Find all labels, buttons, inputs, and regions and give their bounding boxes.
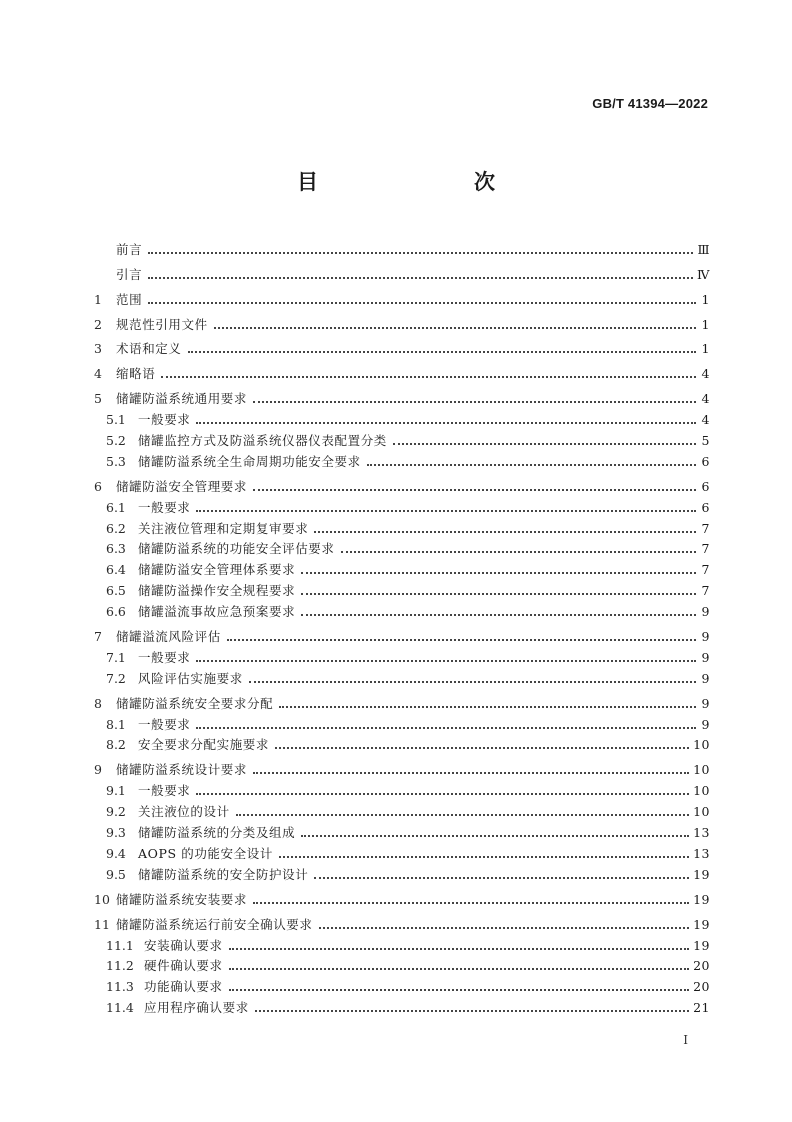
toc-entry-label: 一般要求 [138, 783, 191, 799]
toc-entry[interactable] [94, 883, 710, 908]
toc-entry-number: 5.3 [106, 453, 126, 469]
dot-leader [196, 421, 696, 424]
toc-entry-number: 9 [94, 762, 102, 778]
toc-entry-label: 储罐监控方式及防溢系统仪器仪表配置分类 [138, 433, 387, 449]
toc-entry-label: 安全要求分配实施要求 [138, 737, 270, 753]
toc-entry-label: 术语和定义 [116, 341, 182, 357]
toc-entry-number: 11.2 [106, 958, 134, 974]
toc-entry[interactable] [94, 862, 710, 883]
toc-entry-number: 7.2 [106, 670, 126, 686]
toc-entry[interactable] [94, 557, 710, 578]
toc-entry-label: 风险评估实施要求 [138, 670, 243, 686]
toc-entry-number: 5.2 [106, 433, 126, 449]
toc-entry-number: 11.3 [106, 979, 134, 995]
toc-entry-number: 8.2 [106, 737, 126, 753]
toc-entry[interactable] [94, 620, 710, 645]
toc-entry-page: 4 [701, 391, 710, 407]
toc-entry-label: AOPS 的功能安全设计 [138, 845, 273, 861]
toc-entry-label: 储罐溢流风险评估 [116, 629, 221, 645]
dot-leader [301, 613, 696, 616]
toc-entry-label: 关注液位管理和定期复审要求 [138, 520, 309, 536]
toc-entry[interactable] [94, 449, 710, 470]
dot-leader [229, 947, 689, 950]
toc-entry-number: 6.1 [106, 499, 126, 515]
toc-entry-label: 一般要求 [138, 499, 191, 515]
dot-leader [301, 571, 696, 574]
page-folio: I [683, 1033, 688, 1047]
toc-entry-page: Ⅲ [697, 241, 710, 257]
toc-entry-page: 4 [701, 366, 710, 382]
standard-code: GB/T 41394—2022 [592, 96, 708, 111]
toc-entry[interactable] [94, 258, 710, 283]
toc-entry[interactable] [94, 645, 710, 666]
dot-leader [314, 876, 689, 879]
dot-leader [275, 746, 689, 749]
toc-entry-label: 储罐防溢系统的安全防护设计 [138, 866, 309, 882]
toc-entry-number: 7 [94, 629, 102, 645]
page-title: 目 次 [297, 170, 533, 194]
toc-entry-label: 储罐防溢系统的功能安全评估要求 [138, 541, 335, 557]
toc-entry-number: 11.1 [106, 937, 134, 953]
toc-entry-page: 19 [693, 891, 710, 907]
dot-leader [236, 813, 689, 816]
toc-entry-number: 8 [94, 695, 102, 711]
toc-entry-number: 11.4 [106, 1000, 134, 1016]
toc-entry[interactable] [94, 954, 710, 975]
toc-entry-page: 19 [693, 937, 710, 953]
toc-entry[interactable] [94, 712, 710, 733]
table-of-contents [94, 233, 710, 1016]
dot-leader [249, 680, 696, 683]
toc-entry[interactable] [94, 799, 710, 820]
toc-entry[interactable] [94, 666, 710, 687]
toc-entry-page: 7 [701, 562, 710, 578]
toc-entry-label: 功能确认要求 [144, 979, 223, 995]
toc-entry-number: 7.1 [106, 649, 126, 665]
toc-entry-number: 5 [94, 391, 102, 407]
toc-entry[interactable] [94, 753, 710, 778]
toc-entry[interactable] [94, 687, 710, 712]
toc-entry-label: 一般要求 [138, 716, 191, 732]
dot-leader [229, 967, 689, 970]
toc-entry-label: 储罐防溢系统设计要求 [116, 762, 248, 778]
toc-entry-page: 1 [701, 341, 710, 357]
dot-leader [148, 301, 696, 304]
toc-entry-label: 范围 [116, 291, 143, 307]
dot-leader [341, 550, 696, 553]
toc-entry-number: 6.6 [106, 604, 126, 620]
toc-entry-page: 6 [701, 478, 710, 494]
toc-entry-number: 6.3 [106, 541, 126, 557]
toc-entry[interactable] [94, 333, 710, 358]
toc-entry-page: 9 [701, 716, 710, 732]
dot-leader [253, 901, 689, 904]
toc-entry-label: 储罐防溢系统安全要求分配 [116, 695, 274, 711]
toc-entry[interactable] [94, 516, 710, 537]
dot-leader [229, 988, 689, 991]
toc-entry-label: 储罐防溢系统运行前安全确认要求 [116, 916, 313, 932]
dot-leader [188, 350, 696, 353]
toc-entry-label: 储罐防溢系统通用要求 [116, 391, 248, 407]
dot-leader [196, 792, 689, 795]
dot-leader [214, 326, 696, 329]
toc-entry-label: 应用程序确认要求 [144, 1000, 249, 1016]
toc-entry-page: 9 [701, 670, 710, 686]
toc-entry-label: 安装确认要求 [144, 937, 223, 953]
toc-entry-page: 10 [693, 737, 710, 753]
toc-entry-label: 储罐防溢操作安全规程要求 [138, 583, 296, 599]
toc-entry[interactable] [94, 283, 710, 308]
toc-entry-page: 9 [701, 629, 710, 645]
toc-entry[interactable] [94, 428, 710, 449]
dot-leader [196, 659, 696, 662]
toc-entry-number: 4 [94, 366, 102, 382]
toc-entry-page: 10 [693, 783, 710, 799]
toc-entry-page: 10 [693, 762, 710, 778]
toc-entry-page: 1 [701, 316, 710, 332]
toc-entry-number: 9.5 [106, 866, 126, 882]
toc-entry-number: 1 [94, 291, 102, 307]
toc-entry-number: 8.1 [106, 716, 126, 732]
toc-entry-page: 19 [693, 916, 710, 932]
dot-leader [196, 726, 696, 729]
dot-leader [301, 592, 696, 595]
toc-entry-label: 规范性引用文件 [116, 316, 208, 332]
dot-leader [314, 530, 696, 533]
toc-entry-page: 9 [701, 649, 710, 665]
toc-entry-page: 13 [693, 825, 710, 841]
toc-entry-page: 6 [701, 499, 710, 515]
toc-entry[interactable] [94, 933, 710, 954]
toc-entry-number: 5.1 [106, 412, 126, 428]
toc-entry-label: 储罐溢流事故应急预案要求 [138, 604, 296, 620]
toc-entry[interactable] [94, 537, 710, 558]
toc-entry-page: 9 [701, 604, 710, 620]
dot-leader [148, 276, 693, 279]
toc-entry-label: 引言 [116, 266, 143, 282]
toc-entry-page: 7 [701, 541, 710, 557]
toc-entry[interactable] [94, 841, 710, 862]
toc-entry-number: 3 [94, 341, 102, 357]
toc-entry-label: 储罐防溢系统安装要求 [116, 891, 248, 907]
dot-leader [255, 1009, 689, 1012]
dot-leader [196, 509, 696, 512]
toc-entry-number: 6.2 [106, 520, 126, 536]
toc-entry-page: 9 [701, 695, 710, 711]
toc-entry[interactable] [94, 382, 710, 407]
dot-leader [161, 375, 696, 378]
toc-entry-page: 1 [701, 291, 710, 307]
dot-leader [253, 400, 696, 403]
toc-entry-page: 7 [701, 583, 710, 599]
toc-entry-number: 10 [94, 891, 110, 907]
toc-entry[interactable] [94, 733, 710, 754]
toc-entry-page: 20 [693, 958, 710, 974]
toc-entry-page: 7 [701, 520, 710, 536]
toc-entry-page: 6 [701, 453, 710, 469]
toc-entry-page: 10 [693, 804, 710, 820]
dot-leader [148, 251, 693, 254]
dot-leader [279, 705, 696, 708]
toc-entry-page: 19 [693, 866, 710, 882]
toc-entry[interactable] [94, 578, 710, 599]
toc-entry-number: 9.3 [106, 825, 126, 841]
toc-entry-number: 9.2 [106, 804, 126, 820]
toc-entry-number: 2 [94, 316, 102, 332]
toc-entry-number: 9.1 [106, 783, 126, 799]
toc-entry-number: 6.4 [106, 562, 126, 578]
dot-leader [253, 488, 696, 491]
toc-entry-number: 9.4 [106, 845, 126, 861]
toc-entry-label: 一般要求 [138, 649, 191, 665]
toc-entry[interactable] [94, 599, 710, 620]
dot-leader [279, 855, 689, 858]
toc-entry-number: 11 [94, 916, 110, 932]
dot-leader [227, 638, 696, 641]
toc-entry[interactable] [94, 495, 710, 516]
dot-leader [319, 926, 690, 929]
toc-entry[interactable] [94, 995, 710, 1016]
toc-entry-label: 硬件确认要求 [144, 958, 223, 974]
toc-entry[interactable] [94, 820, 710, 841]
dot-leader [301, 834, 689, 837]
toc-entry-label: 储罐防溢系统全生命周期功能安全要求 [138, 453, 361, 469]
toc-entry[interactable] [94, 908, 710, 933]
toc-entry[interactable] [94, 357, 710, 382]
toc-entry-number: 6.5 [106, 583, 126, 599]
toc-entry-page: 5 [701, 433, 710, 449]
toc-entry-label: 储罐防溢安全管理要求 [116, 478, 248, 494]
toc-entry-page: 21 [693, 1000, 710, 1016]
dot-leader [393, 442, 696, 445]
toc-entry-label: 前言 [116, 241, 143, 257]
toc-entry[interactable] [94, 407, 710, 428]
toc-entry-page: 4 [701, 412, 710, 428]
toc-entry-page: 13 [693, 845, 710, 861]
toc-entry-label: 一般要求 [138, 412, 191, 428]
toc-entry[interactable] [94, 470, 710, 495]
dot-leader [367, 463, 696, 466]
toc-entry[interactable] [94, 233, 710, 258]
toc-entry-page: 20 [693, 979, 710, 995]
dot-leader [253, 771, 689, 774]
toc-entry-label: 储罐防溢系统的分类及组成 [138, 825, 296, 841]
toc-entry-label: 缩略语 [116, 366, 156, 382]
toc-entry[interactable] [94, 974, 710, 995]
toc-entry[interactable] [94, 778, 710, 799]
toc-entry-number: 6 [94, 478, 102, 494]
toc-entry[interactable] [94, 308, 710, 333]
toc-entry-label: 关注液位的设计 [138, 804, 230, 820]
toc-entry-label: 储罐防溢安全管理体系要求 [138, 562, 296, 578]
toc-entry-page: Ⅳ [697, 266, 710, 282]
